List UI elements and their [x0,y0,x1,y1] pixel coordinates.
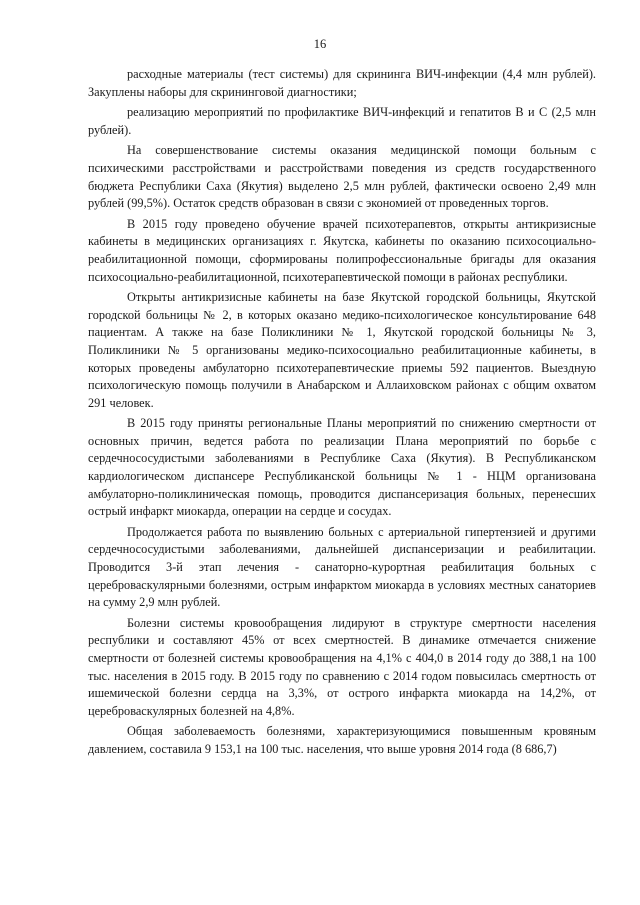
document-body [88,66,596,759]
paragraph-hiv-screening-materials: расходные материалы (тест системы) для скрининга ВИЧ-инфекции (4,4 млн рублей). Закуплены наборы для скрининговой диагностики; [88,67,596,99]
paragraph-mental-health-funding: На совершенствование системы оказания медицинской помощи больным с психическими расстройствами и расстройствами поведения из средств государственного бюджета Республики Саха (Якутия) выделено 2,5 млн рублей, фактически освоено 2,49 млн рублей (99,5%). Остаток средств образован в связи с экономией от проведенных торгов. [88,143,596,211]
page-number: 16 [313,37,327,51]
paragraph-mortality-plans: В 2015 году приняты региональные Планы мероприятий по снижению смертности от основных причин, ведется работа по реализации Плана мероприятий по борьбе с сердечнососудистыми заболеваниями в Республике Саха (Якутия). В Республиканском кардиологическом диспансере Республиканской больницы № 1 - НЦМ организована амбулаторно-поликлиническая помощь, проводится диспансеризация больных, перенесших острый инфаркт миокарда, операции на сердце и сосудах. [88,416,596,519]
paragraph-psychotherapist-training: В 2015 году проведено обучение врачей психотерапевтов, открыты антикризисные кабинеты в медицинских организациях г. Якутска, кабинеты по оказанию психосоциально-реабилитационной помощи, сформированы полипрофессиональные бригады для оказания психосоциально-реабилитационной, психотерапевтической помощи в районах республики. [88,216,596,284]
paragraph-hypertension-work: Продолжается работа по выявлению больных с артериальной гипертензией и другими сердечнососудистыми заболеваниями, дальнейшей диспансеризации и реабилитации. Проводится 3-й этап лечения - санаторно-курортная реабилитация больных с цереброваскулярными болезнями, острым инфарктом миокарда в условиях местных санаториев на сумму 2,9 млн рублей. [88,524,596,610]
paragraph-blood-pressure-morbidity: Общая заболеваемость болезнями, характеризующимися повышенным кровяным давлением, составила 9 153,1 на 100 тыс. населения, что выше уровня 2014 года (8 686,7) [88,724,596,756]
paragraph-crisis-offices: Открыты антикризисные кабинеты на базе Якутской городской больницы, Якутской городской больницы № 2, в которых оказано медико-психологическое консультирование 648 пациентам. А также на базе Поликлиники № 1, Якутской городской больницы № 3, Поликлиники № 5 организованы медико-психосоциально реабилитационные кабинеты, в которых проведены амбулаторно психотерапевтические приемы 592 пациентов. Выездную психологическую помощь получили в Анабарском и Аллаиховском районах с общим охватом 291 человек. [88,290,596,410]
paragraph-circulatory-mortality: Болезни системы кровообращения лидируют в структуре смертности населения республики и составляют 45% от всех смертностей. В динамике отмечается снижение смертности от болезней системы кровообращения на 4,1% с 404,0 в 2014 году до 388,1 на 100 тыс. населения в 2015 году. В 2015 году по сравнению с 2014 годом повысилась смертность от ишемической болезни сердца на 3,3%, от острого инфаркта миокарда на 14,2%, от цереброваскулярных болезней на 4,8%. [88,615,596,718]
paragraph-hiv-hepatitis-prevention: реализацию мероприятий по профилактике ВИЧ-инфекций и гепатитов В и С (2,5 млн рублей). [88,105,596,137]
